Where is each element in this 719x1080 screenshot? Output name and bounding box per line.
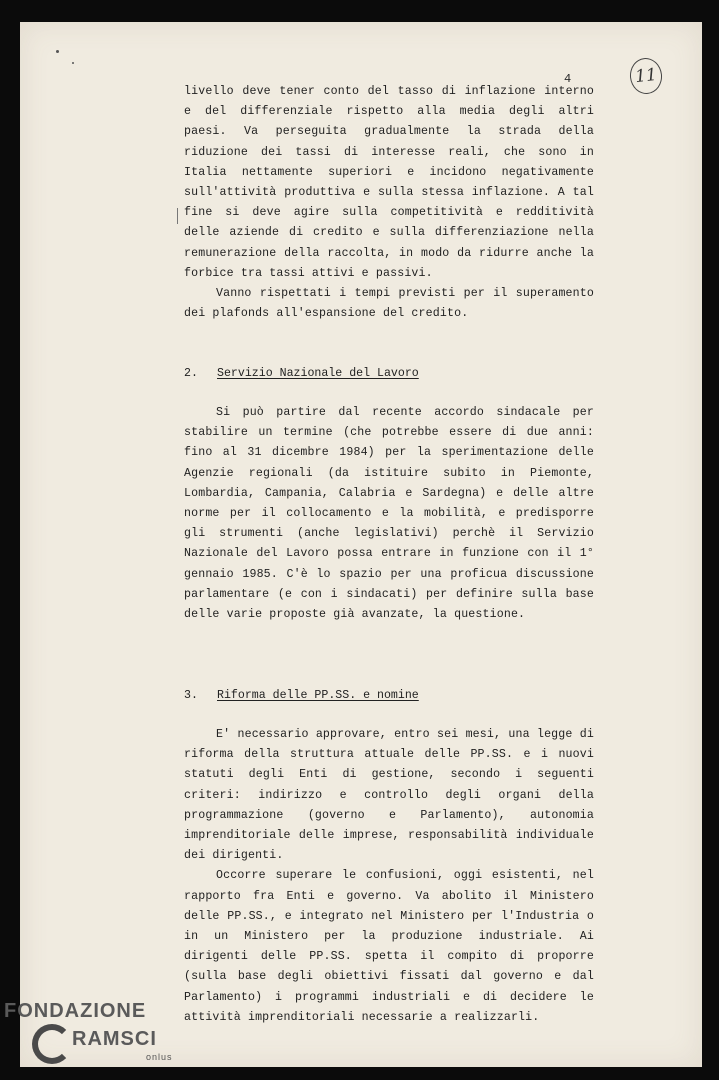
intro-paragraph-1: livello deve tener conto del tasso di inflazione interno e del differenziale rispetto alla media degli altri paesi. Va perseguita gradualmente la strada della riduzione dei tassi di interesse reali, che sono in Italia nettamente superiori e incidono negativamente sull'attività produttiva e sulla stessa inflazione. A tal fine si deve agire sulla competitività e redditività delle aziende di credito e sulla differenziazione nella remunerazione della raccolta, in modo da ridurre anche la forbice tra tassi attivi e passivi. — [184, 85, 594, 280]
watermark-line-3: onlus — [146, 1052, 173, 1062]
section-2-text — [184, 403, 594, 625]
handwritten-folio-number: 11 — [628, 56, 664, 95]
section-2-number: 2. — [184, 367, 198, 380]
watermark-g-logo-icon — [32, 1024, 72, 1064]
intro-paragraph-2: Vanno rispettati i tempi previsti per il superamento dei plafonds all'espansione del credito. — [184, 287, 594, 321]
section-3-heading — [184, 686, 419, 706]
margin-mark — [177, 208, 178, 224]
intro-text — [184, 82, 594, 324]
watermark-line-1: FONDAZIONE — [4, 1000, 147, 1022]
section-2-title: Servizio Nazionale del Lavoro — [217, 367, 419, 380]
section-2-heading — [184, 364, 419, 384]
page-number: 4 — [564, 72, 572, 86]
section-3-text — [184, 725, 594, 1028]
section-3-number: 3. — [184, 689, 198, 702]
section-3-paragraph-1: E' necessario approvare, entro sei mesi, una legge di riforma della struttura attuale delle PP.SS. e i nuovi statuti degli Enti di gestione, secondo i seguenti criteri: indirizzo e controllo degli organi della programmazione (governo e Parlamento), autonomia imprenditoriale delle imprese, responsabilità individuale dei dirigenti. — [184, 728, 594, 863]
paper-speck — [56, 50, 59, 53]
section-3-title: Riforma delle PP.SS. e nomine — [217, 689, 419, 702]
section-3-paragraph-2: Occorre superare le confusioni, oggi esistenti, nel rapporto fra Enti e governo. Va abolito il Ministero delle PP.SS., e integrato nel Ministero per l'Industria o in un Ministero per la produzione industriale. Ai dirigenti delle PP.SS. spetta il compito di proporre (sulla base degli obiettivi fissati dal governo e dal Parlamento) i programmi industriali e di decidere le attività imprenditoriali necessarie a realizzarli. — [184, 869, 594, 1024]
paper-speck — [72, 62, 74, 64]
watermark-line-2: RAMSCI — [72, 1028, 157, 1050]
section-2-paragraph-1: Si può partire dal recente accordo sindacale per stabilire un termine (che potrebbe essere di due anni: fino al 31 dicembre 1984) per la sperimentazione delle Agenzie regionali (da istituire subito in Piemonte, Lombardia, Campania, Calabria e Sardegna) e delle altre norme per il collocamento e la mobilità, e predisporre gli strumenti (anche legislativi) perchè il Servizio Nazionale del Lavoro possa entrare in funzione con il 1° gennaio 1985. C'è lo spazio per una proficua discussione parlamentare (e con i sindacati) per definire sulla base delle varie proposte già avanzate, la questione. — [184, 406, 594, 622]
document-page — [20, 22, 702, 1067]
